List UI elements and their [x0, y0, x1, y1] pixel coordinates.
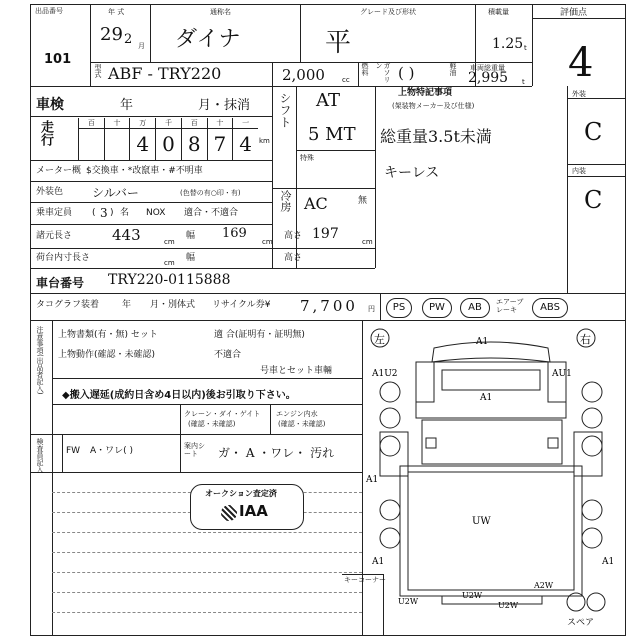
lot-no-label: 出品番号 [35, 7, 63, 15]
guide-label: 案内シート [184, 442, 205, 458]
features-text-2: キーレス [384, 165, 440, 181]
divider [532, 4, 533, 86]
abs-badge: ABS [532, 298, 568, 318]
docs-unfit: 不適合 [214, 350, 242, 360]
divider [180, 404, 181, 434]
recycle-value: 7,700 [300, 297, 358, 315]
docs-label: 上物書類(有・無) セット [58, 330, 158, 340]
rear-bumper [442, 596, 542, 604]
width-label: 幅 [186, 231, 196, 241]
divider [567, 98, 626, 99]
distance-digit-label: 一 [233, 118, 258, 129]
lot-no: 101 [44, 52, 72, 67]
notes-side-label: 注意事項(出品者記入) [36, 326, 44, 395]
meter-label: メーター概 [36, 166, 82, 176]
divider [30, 248, 375, 249]
distance-label: 走行 [38, 120, 53, 146]
airbrake-label: エアーブレーキ [496, 298, 524, 314]
mark-left-rear: A1 [372, 557, 385, 567]
seats-unit: 名 [120, 208, 130, 218]
distance-digit-value: 4 [239, 132, 252, 156]
divider [30, 181, 272, 182]
cargo-bed-inner [408, 472, 574, 590]
distance-digit-cell [155, 118, 181, 160]
seats-value: 3 [100, 206, 108, 220]
score-value: 4 [568, 40, 594, 86]
wheel-front-left-2 [380, 408, 400, 428]
divider [30, 160, 272, 161]
divider [567, 86, 568, 293]
mark-rear-left: U2W [398, 597, 419, 606]
divider [30, 202, 272, 203]
ab-badge: AB [460, 298, 490, 318]
interior-label: 内装 [572, 167, 586, 175]
color-label: 外装色 [36, 187, 64, 197]
cargo-label: 荷台内寸長さ [36, 253, 91, 263]
divider [52, 404, 362, 405]
iaa-logo-icon [221, 505, 237, 521]
seats-label: 乗車定員 [36, 208, 73, 218]
ac-none: 無 [358, 196, 368, 206]
shift-value-mt: 5 MT [308, 124, 356, 145]
tacho-rest: 月・別体式 [150, 300, 196, 310]
divider [30, 434, 362, 435]
mileage-label: 軽油 [449, 62, 457, 76]
divider [270, 404, 271, 434]
wheel-mid-right [582, 436, 602, 456]
operation-label: 上物動作(確認・未確認) [58, 350, 156, 360]
distance-digit-label: 十 [208, 118, 233, 129]
divider [296, 150, 375, 151]
cargo-bed [400, 466, 582, 596]
pw-badge: PW [422, 298, 452, 318]
width-unit: cm [262, 238, 273, 246]
height-unit: cm [362, 238, 373, 246]
seats-bracket-close: ) [110, 208, 114, 218]
ps-badge: PS [386, 298, 412, 318]
docs-fit: 適 合(証明有・証明無) [214, 330, 305, 340]
mark-rear-right: U2W [498, 601, 519, 610]
capacity-value: 1.25 [492, 36, 524, 52]
month-value: 2 [124, 32, 133, 47]
windshield [442, 370, 540, 390]
score-label: 評価点 [560, 8, 588, 18]
vehicle-weight-unit: t [522, 78, 525, 86]
distance-unit: km [259, 137, 270, 145]
crane-status: (確認・未確認) [188, 420, 236, 428]
wheel-rear-right-2 [582, 528, 602, 548]
recycle-unit: 円 [368, 305, 375, 313]
mark-right-rear: A1 [602, 557, 615, 567]
ac-label: 冷房 [279, 190, 292, 212]
length-unit: cm [164, 238, 175, 246]
right-mirror [548, 362, 566, 402]
divider [180, 434, 181, 472]
vehicle-weight-label: 車両総重量 [470, 64, 505, 72]
cargo-height-label: 高さ [284, 253, 303, 263]
seats-bracket-open: ( [92, 208, 96, 218]
wheel-front-right [582, 382, 602, 402]
cab-window-left [426, 438, 436, 448]
divider [300, 4, 301, 62]
set-vehicle-label: 号車とセット車輛 [260, 366, 333, 376]
warning-text: ◆搬入遅延(成約日含め4日以内)後お引取り下さい。 [62, 390, 296, 401]
model-type-value: ABF - TRY220 [108, 64, 222, 83]
left-label: 左 [374, 333, 385, 346]
color-value: シルバー [92, 186, 139, 200]
wheel-front-right-2 [582, 408, 602, 428]
chassis-label: 車台番号 [36, 276, 85, 290]
cab-roof [422, 420, 562, 464]
fw-value: A・ワレ( ) [90, 446, 134, 456]
model-type-label: 型式 [94, 64, 102, 78]
cargo-width-label: 幅 [186, 253, 196, 263]
distance-digit-label: 百 [182, 118, 207, 129]
model-name-label: 通称名 [210, 8, 231, 16]
mark-front: A1 [476, 337, 489, 347]
spare-label: スペア [567, 618, 595, 628]
distance-digit-cell [232, 118, 258, 160]
interior-grade: C [584, 186, 603, 214]
divider [567, 176, 626, 177]
grade-label: グレード及び形状 [360, 8, 416, 16]
meter-options: $交換車・*改竄車・#不明車 [86, 166, 203, 176]
distance-digit-cell [207, 118, 233, 160]
shift-label: シフト [278, 92, 292, 128]
distance-digit-cell [129, 118, 155, 160]
divider [90, 62, 532, 63]
ac-value: AC [304, 194, 328, 213]
features-text-1: 総重量3.5t未満 [380, 127, 492, 146]
grade-value: 平 [325, 28, 352, 58]
shaken-year: 年 [120, 98, 134, 113]
divider [272, 188, 375, 189]
nox-value: 適合・不適合 [184, 208, 239, 218]
mark-cargo: UW [472, 516, 491, 527]
shaken-month: 月・抹消 [198, 98, 251, 113]
height-value: 197 [312, 226, 339, 242]
cargo-unit: cm [164, 259, 175, 267]
key-corner-label: キーコーナー [344, 576, 386, 584]
displacement-unit: cc [342, 76, 350, 84]
exterior-grade: C [584, 118, 603, 146]
fuel-value: ( ) [398, 64, 415, 82]
distance-digit-cell [181, 118, 207, 160]
divider [30, 116, 272, 117]
capacity-label: 積載量 [488, 8, 509, 16]
nox-label: NOX [146, 208, 166, 218]
right-label: 右 [580, 333, 591, 346]
features-subheader: (架装物メーカー及び仕様) [392, 102, 475, 110]
distance-digit-row [78, 118, 258, 160]
year-label: 年 式 [108, 8, 125, 16]
features-header: 上物特記事項 [398, 88, 453, 98]
chassis-value: TRY220-0115888 [108, 272, 231, 288]
mark-left-side: A1 [366, 475, 379, 485]
mark-rear-center: U2W [462, 591, 483, 600]
ruled-line [52, 612, 362, 613]
wheel-mid-left [380, 436, 400, 456]
divider [380, 293, 381, 320]
spare-wheel-2 [587, 593, 605, 611]
capacity-unit: t [524, 44, 527, 52]
ruled-line [52, 592, 362, 593]
wheel-rear-left-2 [380, 528, 400, 548]
divider [150, 4, 151, 62]
distance-digit-cell [104, 118, 130, 160]
distance-digit-value: 0 [162, 132, 175, 156]
mark-rear-corner: A2W [534, 581, 554, 590]
month-unit: 月 [138, 42, 145, 50]
divider [358, 62, 359, 86]
ruled-line [52, 532, 362, 533]
ruled-line [52, 572, 362, 573]
year-value: 29 [100, 24, 123, 45]
divider [30, 268, 375, 269]
divider [532, 18, 626, 19]
wheel-rear-left [380, 500, 400, 520]
wheel-front-left [380, 382, 400, 402]
left-mirror [416, 362, 434, 402]
height-label: 高さ [284, 231, 303, 241]
distance-digit-label: 千 [156, 118, 181, 129]
cab-window-right [548, 438, 558, 448]
width-value: 169 [222, 226, 247, 241]
divider [375, 86, 376, 268]
divider [567, 164, 626, 165]
recycle-label: リサイクル券¥ [212, 300, 271, 310]
shift-value-at: AT [316, 90, 341, 111]
wheel-rear-right [582, 500, 602, 520]
mark-windshield: A1 [480, 393, 493, 403]
auction-stamp [190, 484, 304, 530]
model-name: ダイナ [175, 27, 241, 52]
fuel-gasoline-label: ガソリン [375, 62, 391, 83]
mark-front-right: AU1 [552, 369, 572, 379]
engine-status: (確認・未確認) [278, 420, 326, 428]
ruled-line [52, 552, 362, 553]
distance-digit-value: 4 [136, 132, 150, 156]
distance-digit-cell [78, 118, 104, 160]
distance-digit-label: 十 [105, 118, 130, 129]
divider [30, 86, 532, 87]
length-value: 443 [112, 226, 141, 244]
exterior-label: 外装 [572, 90, 586, 98]
inspector-label: 検査員記入 [36, 438, 44, 473]
engine-label: エンジン内水 [276, 410, 318, 418]
distance-digit-value: 8 [187, 132, 201, 156]
divider [30, 293, 626, 294]
tacho-year: 年 [122, 300, 132, 310]
displacement-value: 2,000 [282, 66, 325, 84]
tacho-label: タコグラフ装着 [36, 300, 100, 310]
divider [52, 378, 362, 379]
shaken-label: 車検 [36, 97, 64, 113]
divider [62, 434, 63, 472]
front-bumper [432, 342, 550, 362]
stamp-logo-text: IAA [239, 502, 268, 520]
divider [30, 224, 272, 225]
color-change-label: (色替の有○印・有) [180, 189, 241, 197]
fw-label: FW [66, 446, 81, 456]
distance-digit-label: 百 [79, 118, 104, 129]
divider [272, 62, 273, 86]
vehicle-diagram [362, 320, 626, 636]
crane-label: クレーン・ダイ・ゲイト [184, 410, 261, 418]
distance-digit-value: 7 [213, 132, 227, 156]
distance-digit-label: 万 [130, 118, 155, 129]
special-label: 特殊 [300, 154, 314, 162]
mark-front-left: A1U2 [372, 369, 398, 379]
divider [90, 4, 91, 86]
vehicle-weight-value: 2,995 [468, 70, 509, 86]
glass-value: ガ・ A ・ワレ・ 汚れ [218, 446, 335, 460]
length-label: 諸元長さ [36, 231, 73, 241]
stamp-label: オークション査定済 [205, 489, 277, 498]
fuel-label: 燃料 [361, 62, 369, 76]
